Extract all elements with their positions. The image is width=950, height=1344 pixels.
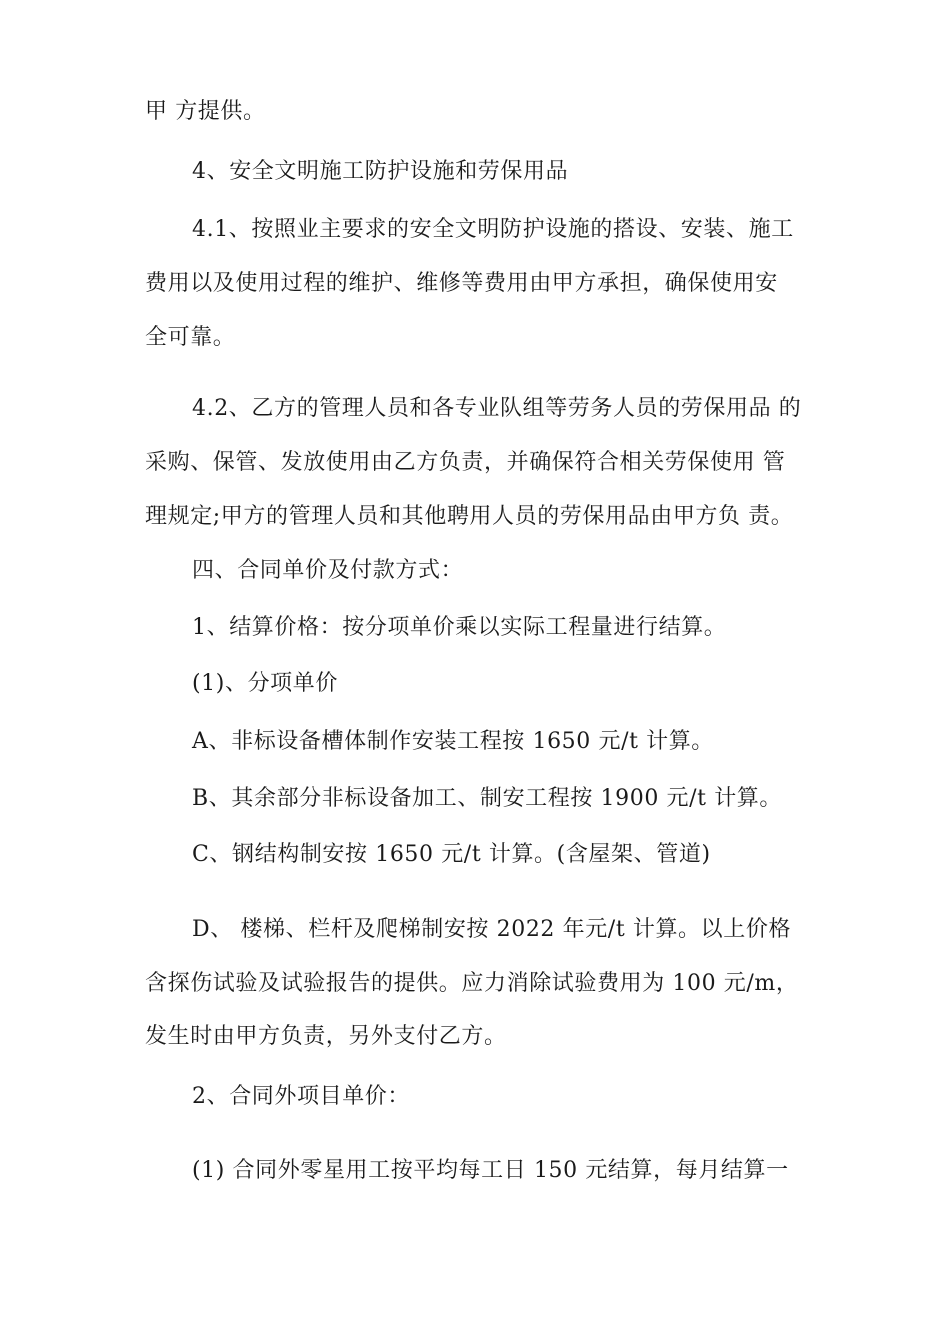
- text-line: 4.1、按照业主要求的安全文明防护设施的搭设、安装、施工: [192, 217, 794, 242]
- section-heading: 4、安全文明施工防护设施和劳保用品: [192, 159, 569, 184]
- text-line: 全可靠。: [145, 325, 236, 350]
- text-line: 含探伤试验及试验报告的提供。应力消除试验费用为 100 元/m，: [145, 971, 799, 996]
- text-line: A、非标设备槽体制作安装工程按 1650 元/t 计算。: [192, 729, 714, 754]
- text-line: 理规定;甲方的管理人员和其他聘用人员的劳保用品由甲方负 责。: [145, 504, 794, 529]
- text-line: 甲 方提供。: [145, 99, 266, 124]
- text-line: D、 楼梯、栏杆及爬梯制安按 2022 年元/t 计算。以上价格: [192, 917, 792, 942]
- text-line: 费用以及使用过程的维护、维修等费用由甲方承担，确保使用安: [145, 271, 778, 296]
- section-heading: 2、合同外项目单价：: [192, 1084, 410, 1109]
- text-line: 采购、保管、发放使用由乙方负责，并确保符合相关劳保使用 管: [145, 450, 786, 475]
- text-line: (1)、分项单价: [192, 671, 338, 696]
- section-heading: 四、合同单价及付款方式：: [192, 558, 464, 583]
- text-line: (1) 合同外零星用工按平均每工日 150 元结算，每月结算一: [192, 1158, 789, 1183]
- text-line: B、其余部分非标设备加工、制安工程按 1900 元/t 计算。: [192, 786, 782, 811]
- text-line: C、钢结构制安按 1650 元/t 计算。(含屋架、管道): [192, 842, 711, 867]
- text-line: 4.2、乙方的管理人员和各专业队组等劳务人员的劳保用品 的: [192, 396, 802, 421]
- text-line: 发生时由甲方负责，另外支付乙方。: [145, 1024, 507, 1049]
- text-line: 1、结算价格：按分项单价乘以实际工程量进行结算。: [192, 615, 727, 640]
